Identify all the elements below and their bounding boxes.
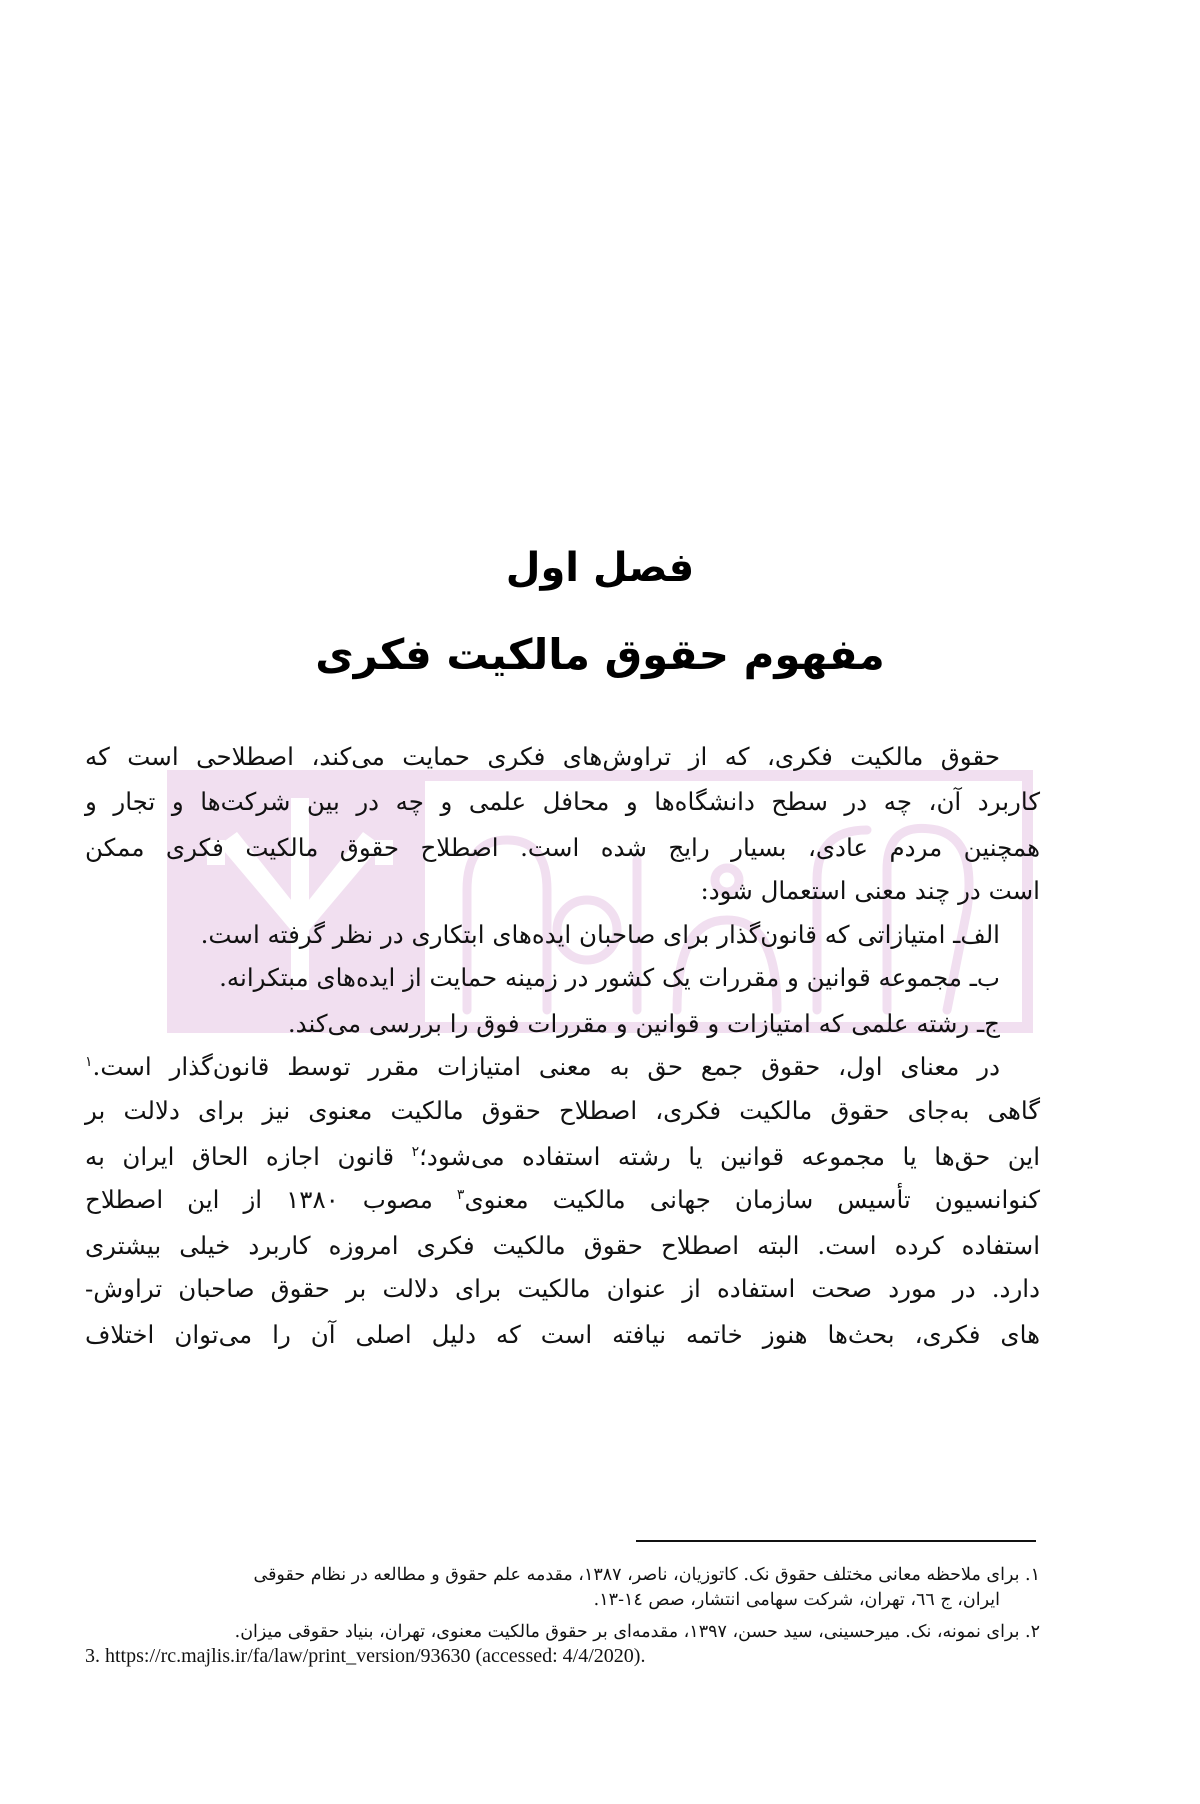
body-line: کاربرد آن، چه در سطح دانشگاه‌ها و محافل علمی و چه در بین شرکت‌ها و تجار و [85,787,1040,816]
body-line: های فکری، بحث‌ها هنوز خاتمه نیافته است که دلیل اصلی آن را می‌توان اختلاف [85,1320,1040,1349]
body-line: دارد. در مورد صحت استفاده از عنوان مالکیت برای دلالت بر حقوق صاحبان تراوش- [85,1274,1040,1303]
footnote-2: ۲. برای نمونه، نک. میرحسینی، سید حسن، ۱۳۹۷، مقدمه‌ای بر حقوق مالکیت معنوی، تهران، بنیاد حقوقی میزان. [234,1622,1040,1642]
footnote-1-continued: ایران، ج ٦٦، تهران، شرکت سهامی انتشار، صص ١٤-١٣. [593,1590,1000,1610]
chapter-title: مفهوم حقوق مالکیت فکری [315,630,885,679]
body-line: حقوق مالکیت فکری، که از تراوش‌های فکری حمایت می‌کند، اصطلاحی است که [85,742,1000,771]
body-text: مصوب ۱۳۸۰ از این اصطلاح [85,1185,433,1214]
body-text: کنوانسیون تأسیس سازمان جهانی مالکیت معنوی [464,1185,1040,1214]
body-line [85,1182,1040,1218]
body-line [85,1139,1040,1175]
body-line: همچنین مردم عادی، بسیار رایج شده است. اصطلاح حقوق مالکیت فکری ممکن [85,833,1040,862]
footnote-1: ۱. برای ملاحظه معانی مختلف حقوق نک. کاتوزیان، ناصر، ۱۳۸۷، مقدمه علم حقوق و مطالعه در نظام حقوقی [253,1565,1040,1585]
list-item: ب‌ـ مجموعه قوانین و مقررات یک کشور در زمینه حمایت از ایده‌های مبتکرانه. [219,963,1000,992]
body-line: استفاده کرده است. البته اصطلاح حقوق مالکیت فکری امروزه کاربرد خیلی بیشتری [85,1231,1040,1260]
footnote-3-link[interactable]: 3. https://rc.majlis.ir/fa/law/print_version/93630 (accessed: 4/4/2020). [85,1645,646,1667]
list-item: الف‌ـ امتیازاتی که قانون‌گذار برای صاحبان ایده‌های ابتکاری در نظر گرفته است. [200,920,1000,949]
body-line [85,1049,1000,1085]
footnote-ref[interactable]: ۲ [411,1143,420,1160]
footnote-ref[interactable]: ۳ [456,1186,465,1203]
body-text: در معنای اول، حقوق جمع حق به معنی امتیازات مقرر توسط قانون‌گذار است. [92,1052,1000,1081]
body-text: قانون اجازه الحاق ایران به [85,1142,395,1171]
body-text: این حق‌ها یا مجموعه قوانین یا رشته استفاده می‌شود؛ [419,1142,1040,1171]
body-line: گاهی به‌جای حقوق مالکیت فکری، اصطلاح حقوق مالکیت معنوی نیز برای دلالت بر [85,1096,1040,1125]
body-line: است در چند معنی استعمال شود: [700,876,1040,905]
list-item: ج‌ـ رشته علمی که امتیازات و قوانین و مقررات فوق را بررسی می‌کند. [287,1009,1000,1038]
footnote-separator [636,1540,1036,1542]
chapter-number: فصل اول [505,545,695,591]
footnote-ref[interactable]: ۱ [85,1053,93,1070]
